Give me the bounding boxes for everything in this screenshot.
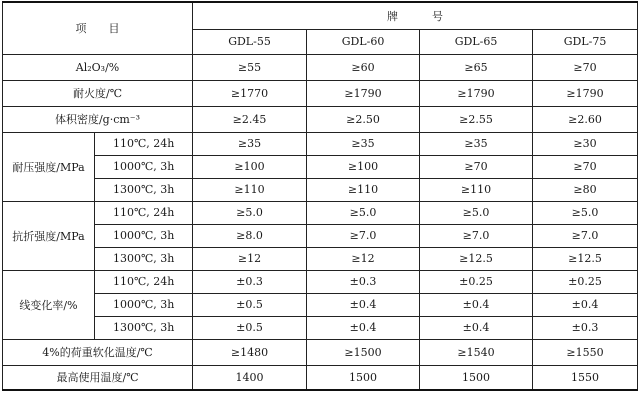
condition-label: 110℃, 24h xyxy=(95,270,193,293)
cell-value: ≥1790 xyxy=(533,80,638,106)
cell-value: ±0.4 xyxy=(420,316,533,339)
cell-value: ±0.4 xyxy=(533,293,638,316)
table-row xyxy=(3,201,638,224)
cell-value: ≥1540 xyxy=(420,339,533,365)
cell-value: ≥5.0 xyxy=(307,201,420,224)
cell-value: ≥110 xyxy=(307,178,420,201)
table-row xyxy=(3,178,638,201)
condition-label: 110℃, 24h xyxy=(95,132,193,155)
cell-value: ≥8.0 xyxy=(193,224,307,247)
cell-value: ≥1790 xyxy=(420,80,533,106)
cell-value: ≥60 xyxy=(307,54,420,80)
cell-value: ≥1500 xyxy=(307,339,420,365)
table-row xyxy=(3,247,638,270)
group-label: 抗折强度/MPa xyxy=(3,201,95,270)
condition-label: 1300℃, 3h xyxy=(95,247,193,270)
row-label: 4%的荷重软化温度/℃ xyxy=(3,339,193,365)
refractory-spec-table xyxy=(2,1,638,391)
cell-value: ≥12.5 xyxy=(533,247,638,270)
cell-value: 1500 xyxy=(420,365,533,390)
grade-header: GDL-75 xyxy=(533,29,638,54)
condition-label: 1000℃, 3h xyxy=(95,224,193,247)
table-row xyxy=(3,293,638,316)
cell-value: ≥1770 xyxy=(193,80,307,106)
cell-value: ≥65 xyxy=(420,54,533,80)
cell-value: ≥70 xyxy=(533,54,638,80)
cell-value: ≥12 xyxy=(307,247,420,270)
cell-value: ≥70 xyxy=(420,155,533,178)
cell-value: 1400 xyxy=(193,365,307,390)
cell-value: ±0.5 xyxy=(193,293,307,316)
cell-value: 1550 xyxy=(533,365,638,390)
cell-value: ≥35 xyxy=(193,132,307,155)
table-row xyxy=(3,106,638,132)
cell-value: ±0.4 xyxy=(307,293,420,316)
cell-value: ≥5.0 xyxy=(193,201,307,224)
cell-value: ±0.5 xyxy=(193,316,307,339)
cell-value: ≥7.0 xyxy=(420,224,533,247)
cell-value: ≥1480 xyxy=(193,339,307,365)
cell-value: ≥2.50 xyxy=(307,106,420,132)
cell-value: ±0.3 xyxy=(193,270,307,293)
cell-value: ≥1550 xyxy=(533,339,638,365)
condition-label: 1300℃, 3h xyxy=(95,178,193,201)
cell-value: ≥55 xyxy=(193,54,307,80)
cell-value: ≥2.55 xyxy=(420,106,533,132)
grade-header: GDL-65 xyxy=(420,29,533,54)
cell-value: ±0.3 xyxy=(533,316,638,339)
grade-header: GDL-60 xyxy=(307,29,420,54)
table-row xyxy=(3,155,638,178)
condition-label: 1000℃, 3h xyxy=(95,293,193,316)
cell-value: ≥110 xyxy=(420,178,533,201)
header-item: 项目 xyxy=(3,2,193,54)
cell-value: ≥1790 xyxy=(307,80,420,106)
table-row xyxy=(3,54,638,80)
condition-label: 110℃, 24h xyxy=(95,201,193,224)
group-label: 线变化率/% xyxy=(3,270,95,339)
cell-value: ≥100 xyxy=(307,155,420,178)
cell-value: ≥5.0 xyxy=(420,201,533,224)
row-label: Al₂O₃/% xyxy=(3,54,193,80)
table-row xyxy=(3,316,638,339)
cell-value: ≥30 xyxy=(533,132,638,155)
row-label: 最高使用温度/℃ xyxy=(3,365,193,390)
row-label: 体积密度/g·cm⁻³ xyxy=(3,106,193,132)
cell-value: ≥70 xyxy=(533,155,638,178)
cell-value: ≥5.0 xyxy=(533,201,638,224)
table-row xyxy=(3,224,638,247)
cell-value: ±0.25 xyxy=(420,270,533,293)
cell-value: ≥12.5 xyxy=(420,247,533,270)
group-label: 耐压强度/MPa xyxy=(3,132,95,201)
row-label: 耐火度/℃ xyxy=(3,80,193,106)
cell-value: ≥110 xyxy=(193,178,307,201)
cell-value: ≥100 xyxy=(193,155,307,178)
header-brand: 牌号 xyxy=(193,2,638,29)
cell-value: ≥7.0 xyxy=(307,224,420,247)
table-row xyxy=(3,365,638,390)
cell-value: ≥2.60 xyxy=(533,106,638,132)
spec-table-container xyxy=(2,1,637,391)
grade-header: GDL-55 xyxy=(193,29,307,54)
cell-value: ±0.4 xyxy=(420,293,533,316)
cell-value: ≥35 xyxy=(420,132,533,155)
table-row xyxy=(3,80,638,106)
cell-value: ≥80 xyxy=(533,178,638,201)
cell-value: ≥35 xyxy=(307,132,420,155)
cell-value: ≥12 xyxy=(193,247,307,270)
cell-value: ±0.4 xyxy=(307,316,420,339)
header-row-1 xyxy=(3,2,638,29)
condition-label: 1300℃, 3h xyxy=(95,316,193,339)
cell-value: 1500 xyxy=(307,365,420,390)
cell-value: ±0.25 xyxy=(533,270,638,293)
table-row xyxy=(3,270,638,293)
cell-value: ≥2.45 xyxy=(193,106,307,132)
condition-label: 1000℃, 3h xyxy=(95,155,193,178)
cell-value: ≥7.0 xyxy=(533,224,638,247)
table-row xyxy=(3,339,638,365)
cell-value: ±0.3 xyxy=(307,270,420,293)
table-row xyxy=(3,132,638,155)
